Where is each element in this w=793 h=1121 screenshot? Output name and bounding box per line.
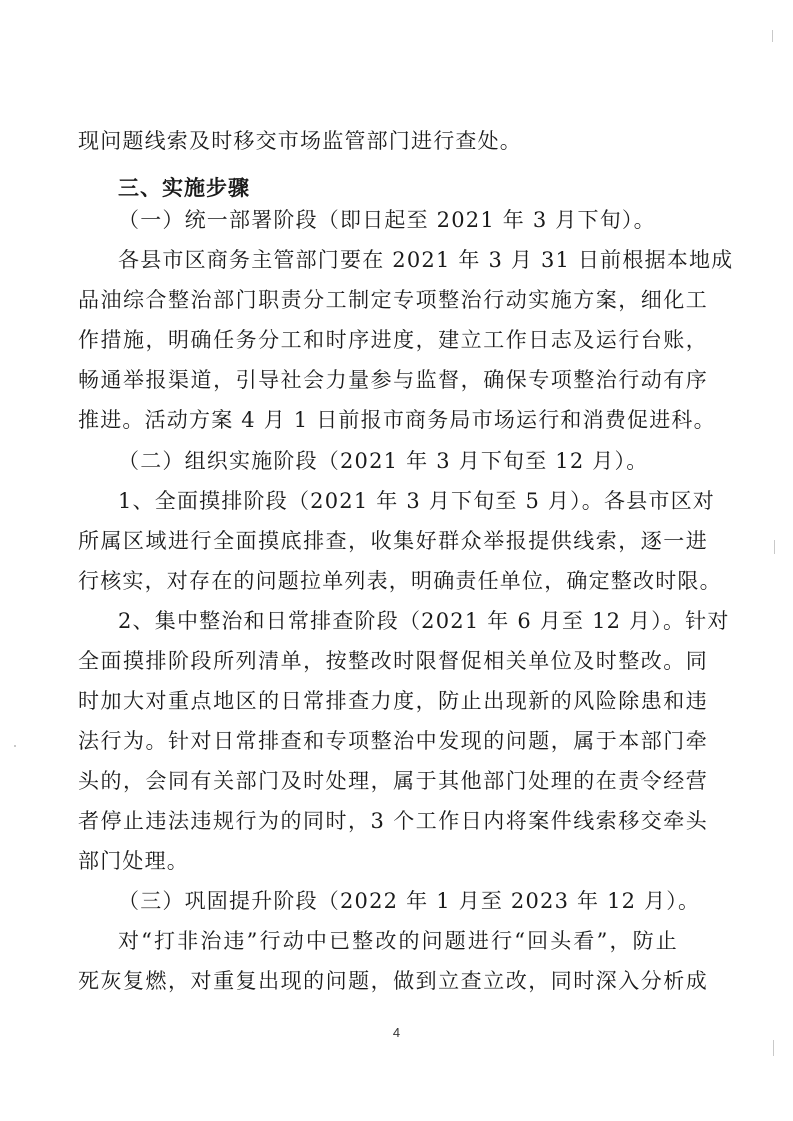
paragraph-line: 现问题线索及时移交市场监管部门进行查处。 [78,129,522,153]
subsection-heading: （二）组织实施阶段（2021 年 3 月下旬至 12 月）。 [118,449,649,473]
paragraph-line: 部门处理。 [78,849,189,873]
paragraph-line: 各县市区商务主管部门要在 2021 年 3 月 31 日前根据本地成 [118,248,734,272]
scan-artifact [774,540,775,554]
paragraph-line: 推进。活动方案 4 月 1 日前报市商务局市场运行和消费促进科。 [78,408,716,432]
paragraph-line: 2、集中整治和日常排查阶段（2021 年 6 月至 12 月）。针对 [118,609,730,633]
paragraph-line: 作措施，明确任务分工和时序进度，建立工作日志及运行台账， [78,328,708,352]
paragraph-line: 者停止违法违规行为的同时，3 个工作日内将案件线索移交牵头 [78,809,708,833]
paragraph-line: 所属区域进行全面摸底排查，收集好群众举报提供线索，逐一进 [78,529,708,553]
paragraph-line: 品油综合整治部门职责分工制定专项整治行动实施方案，细化工 [78,288,708,312]
scan-artifact [772,30,773,42]
section-heading: 三、实施步骤 [118,176,250,200]
subsection-heading: （三）巩固提升阶段（2022 年 1 月至 2023 年 12 月）。 [118,889,701,913]
paragraph-line: 法行为。针对日常排查和专项整治中发现的问题，属于本部门牵 [78,729,708,753]
scan-artifact [773,1040,774,1056]
paragraph-line: 畅通举报渠道，引导社会力量参与监督，确保专项整治行动有序 [78,368,708,392]
subsection-heading: （一）统一部署阶段（即日起至 2021 年 3 月下旬）。 [118,208,656,232]
scan-artifact [14,745,16,747]
paragraph-line: 对“打非治违”行动中已整改的问题进行“回头看”，防止 [118,929,678,953]
paragraph-line: 1、全面摸排阶段（2021 年 3 月下旬至 5 月）。各县市区对 [118,489,716,513]
page-number: 4 [392,1025,401,1040]
paragraph-line: 头的，会同有关部门及时处理，属于其他部门处理的在责令经营 [78,769,708,793]
paragraph-line: 死灰复燃，对重复出现的问题，做到立查立改，同时深入分析成 [78,969,708,993]
paragraph-line: 全面摸排阶段所列清单，按整改时限督促相关单位及时整改。同 [78,649,708,673]
paragraph-line: 行核实，对存在的问题拉单列表，明确责任单位，确定整改时限。 [78,569,722,593]
paragraph-line: 时加大对重点地区的日常排查力度，防止出现新的风险除患和违 [78,689,708,713]
